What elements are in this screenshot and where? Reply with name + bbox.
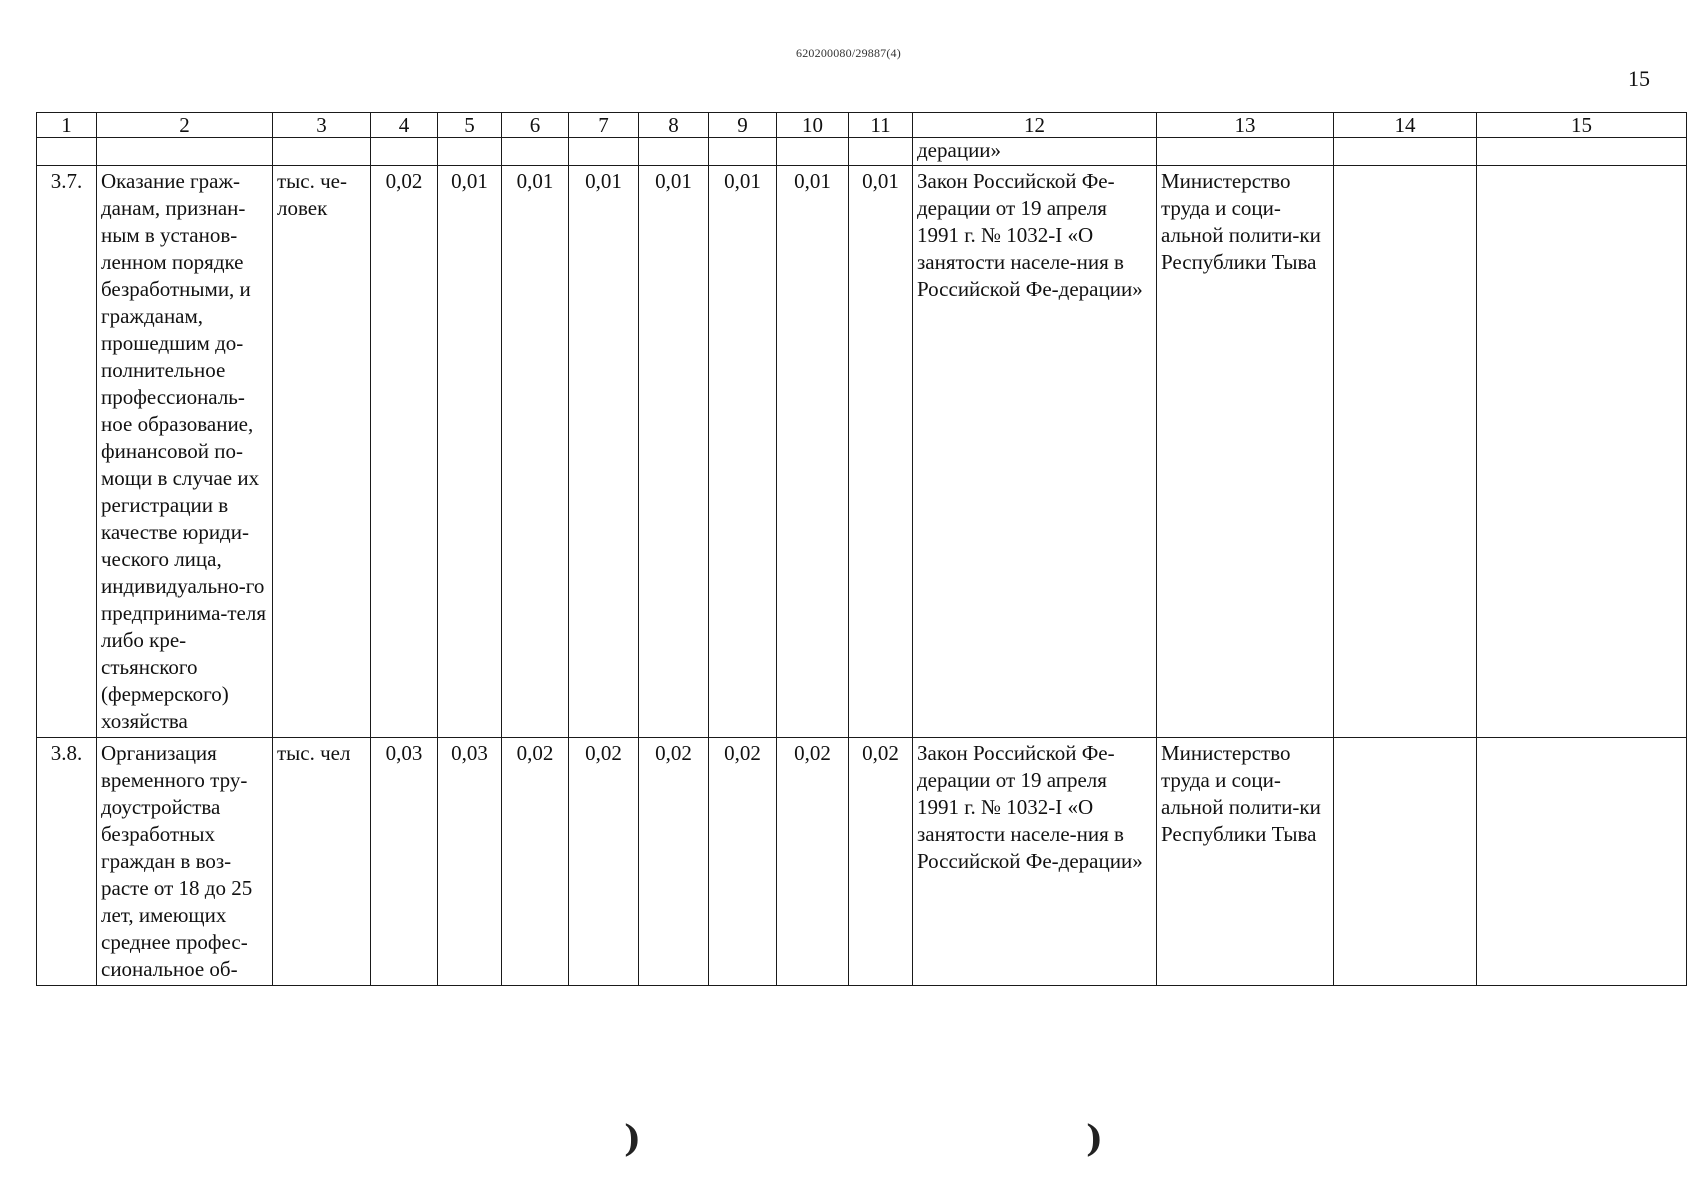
col-header: 10 bbox=[777, 113, 849, 138]
value-cell: 0,01 bbox=[709, 166, 777, 738]
column-number-row bbox=[37, 113, 1687, 138]
measure-name: Оказание граж-данам, признан-ным в установ-ленном порядке безработными, и гражданам, прошедшим до-полнительное профессиональ-ное образование, финансовой по-мощи в случае их регистрации в качестве юриди-ческого лица, индивидуально-го предпринима-теля либо кре-стьянского (фермерского) хозяйства bbox=[97, 166, 273, 738]
col-header: 5 bbox=[438, 113, 502, 138]
binding-hole-mark-left: ) bbox=[624, 1118, 642, 1160]
executor: Министерство труда и соци-альной полити-ки Республики Тыва bbox=[1157, 166, 1334, 738]
col15-cell bbox=[1477, 738, 1687, 986]
col-header: 11 bbox=[849, 113, 913, 138]
col14-cell bbox=[1334, 166, 1477, 738]
value-cell: 0,01 bbox=[569, 166, 639, 738]
col-header: 6 bbox=[502, 113, 569, 138]
unit-cell: тыс. чел bbox=[273, 738, 371, 986]
col-header: 7 bbox=[569, 113, 639, 138]
value-cell: 0,03 bbox=[438, 738, 502, 986]
col-header: 8 bbox=[639, 113, 709, 138]
col15-cell bbox=[1477, 166, 1687, 738]
legal-basis: Закон Российской Фе-дерации от 19 апреля 1991 г. № 1032-I «О занятости населе-ния в Российской Фе-дерации» bbox=[913, 166, 1157, 738]
value-cell: 0,01 bbox=[639, 166, 709, 738]
value-cell: 0,02 bbox=[371, 166, 438, 738]
value-cell: 0,01 bbox=[777, 166, 849, 738]
col-header: 15 bbox=[1477, 113, 1687, 138]
measure-name: Организация временного тру-доустройства безработных граждан в воз-расте от 18 до 25 лет, имеющих среднее профес-сиональное об- bbox=[97, 738, 273, 986]
col-header: 1 bbox=[37, 113, 97, 138]
row-number: 3.7. bbox=[37, 166, 97, 738]
continuation-text: дерации» bbox=[913, 138, 1157, 166]
value-cell: 0,01 bbox=[849, 166, 913, 738]
col14-cell bbox=[1334, 738, 1477, 986]
continuation-row bbox=[37, 138, 1687, 166]
value-cell: 0,02 bbox=[777, 738, 849, 986]
col-header: 2 bbox=[97, 113, 273, 138]
value-cell: 0,02 bbox=[709, 738, 777, 986]
data-table bbox=[36, 112, 1687, 986]
col-header: 12 bbox=[913, 113, 1157, 138]
binding-hole-mark-right: ) bbox=[1086, 1118, 1104, 1160]
value-cell: 0,02 bbox=[639, 738, 709, 986]
value-cell: 0,03 bbox=[371, 738, 438, 986]
unit-cell: тыс. че-ловек bbox=[273, 166, 371, 738]
table-row bbox=[37, 166, 1687, 738]
value-cell: 0,01 bbox=[502, 166, 569, 738]
value-cell: 0,01 bbox=[438, 166, 502, 738]
value-cell: 0,02 bbox=[502, 738, 569, 986]
col-header: 13 bbox=[1157, 113, 1334, 138]
table-row bbox=[37, 738, 1687, 986]
col-header: 3 bbox=[273, 113, 371, 138]
col-header: 4 bbox=[371, 113, 438, 138]
document-id: 620200080/29887(4) bbox=[796, 46, 901, 60]
row-number: 3.8. bbox=[37, 738, 97, 986]
value-cell: 0,02 bbox=[849, 738, 913, 986]
executor: Министерство труда и соци-альной полити-ки Республики Тыва bbox=[1157, 738, 1334, 986]
col-header: 9 bbox=[709, 113, 777, 138]
legal-basis: Закон Российской Фе-дерации от 19 апреля 1991 г. № 1032-I «О занятости населе-ния в Российской Фе-дерации» bbox=[913, 738, 1157, 986]
col-header: 14 bbox=[1334, 113, 1477, 138]
value-cell: 0,02 bbox=[569, 738, 639, 986]
page-number: 15 bbox=[1628, 66, 1650, 91]
